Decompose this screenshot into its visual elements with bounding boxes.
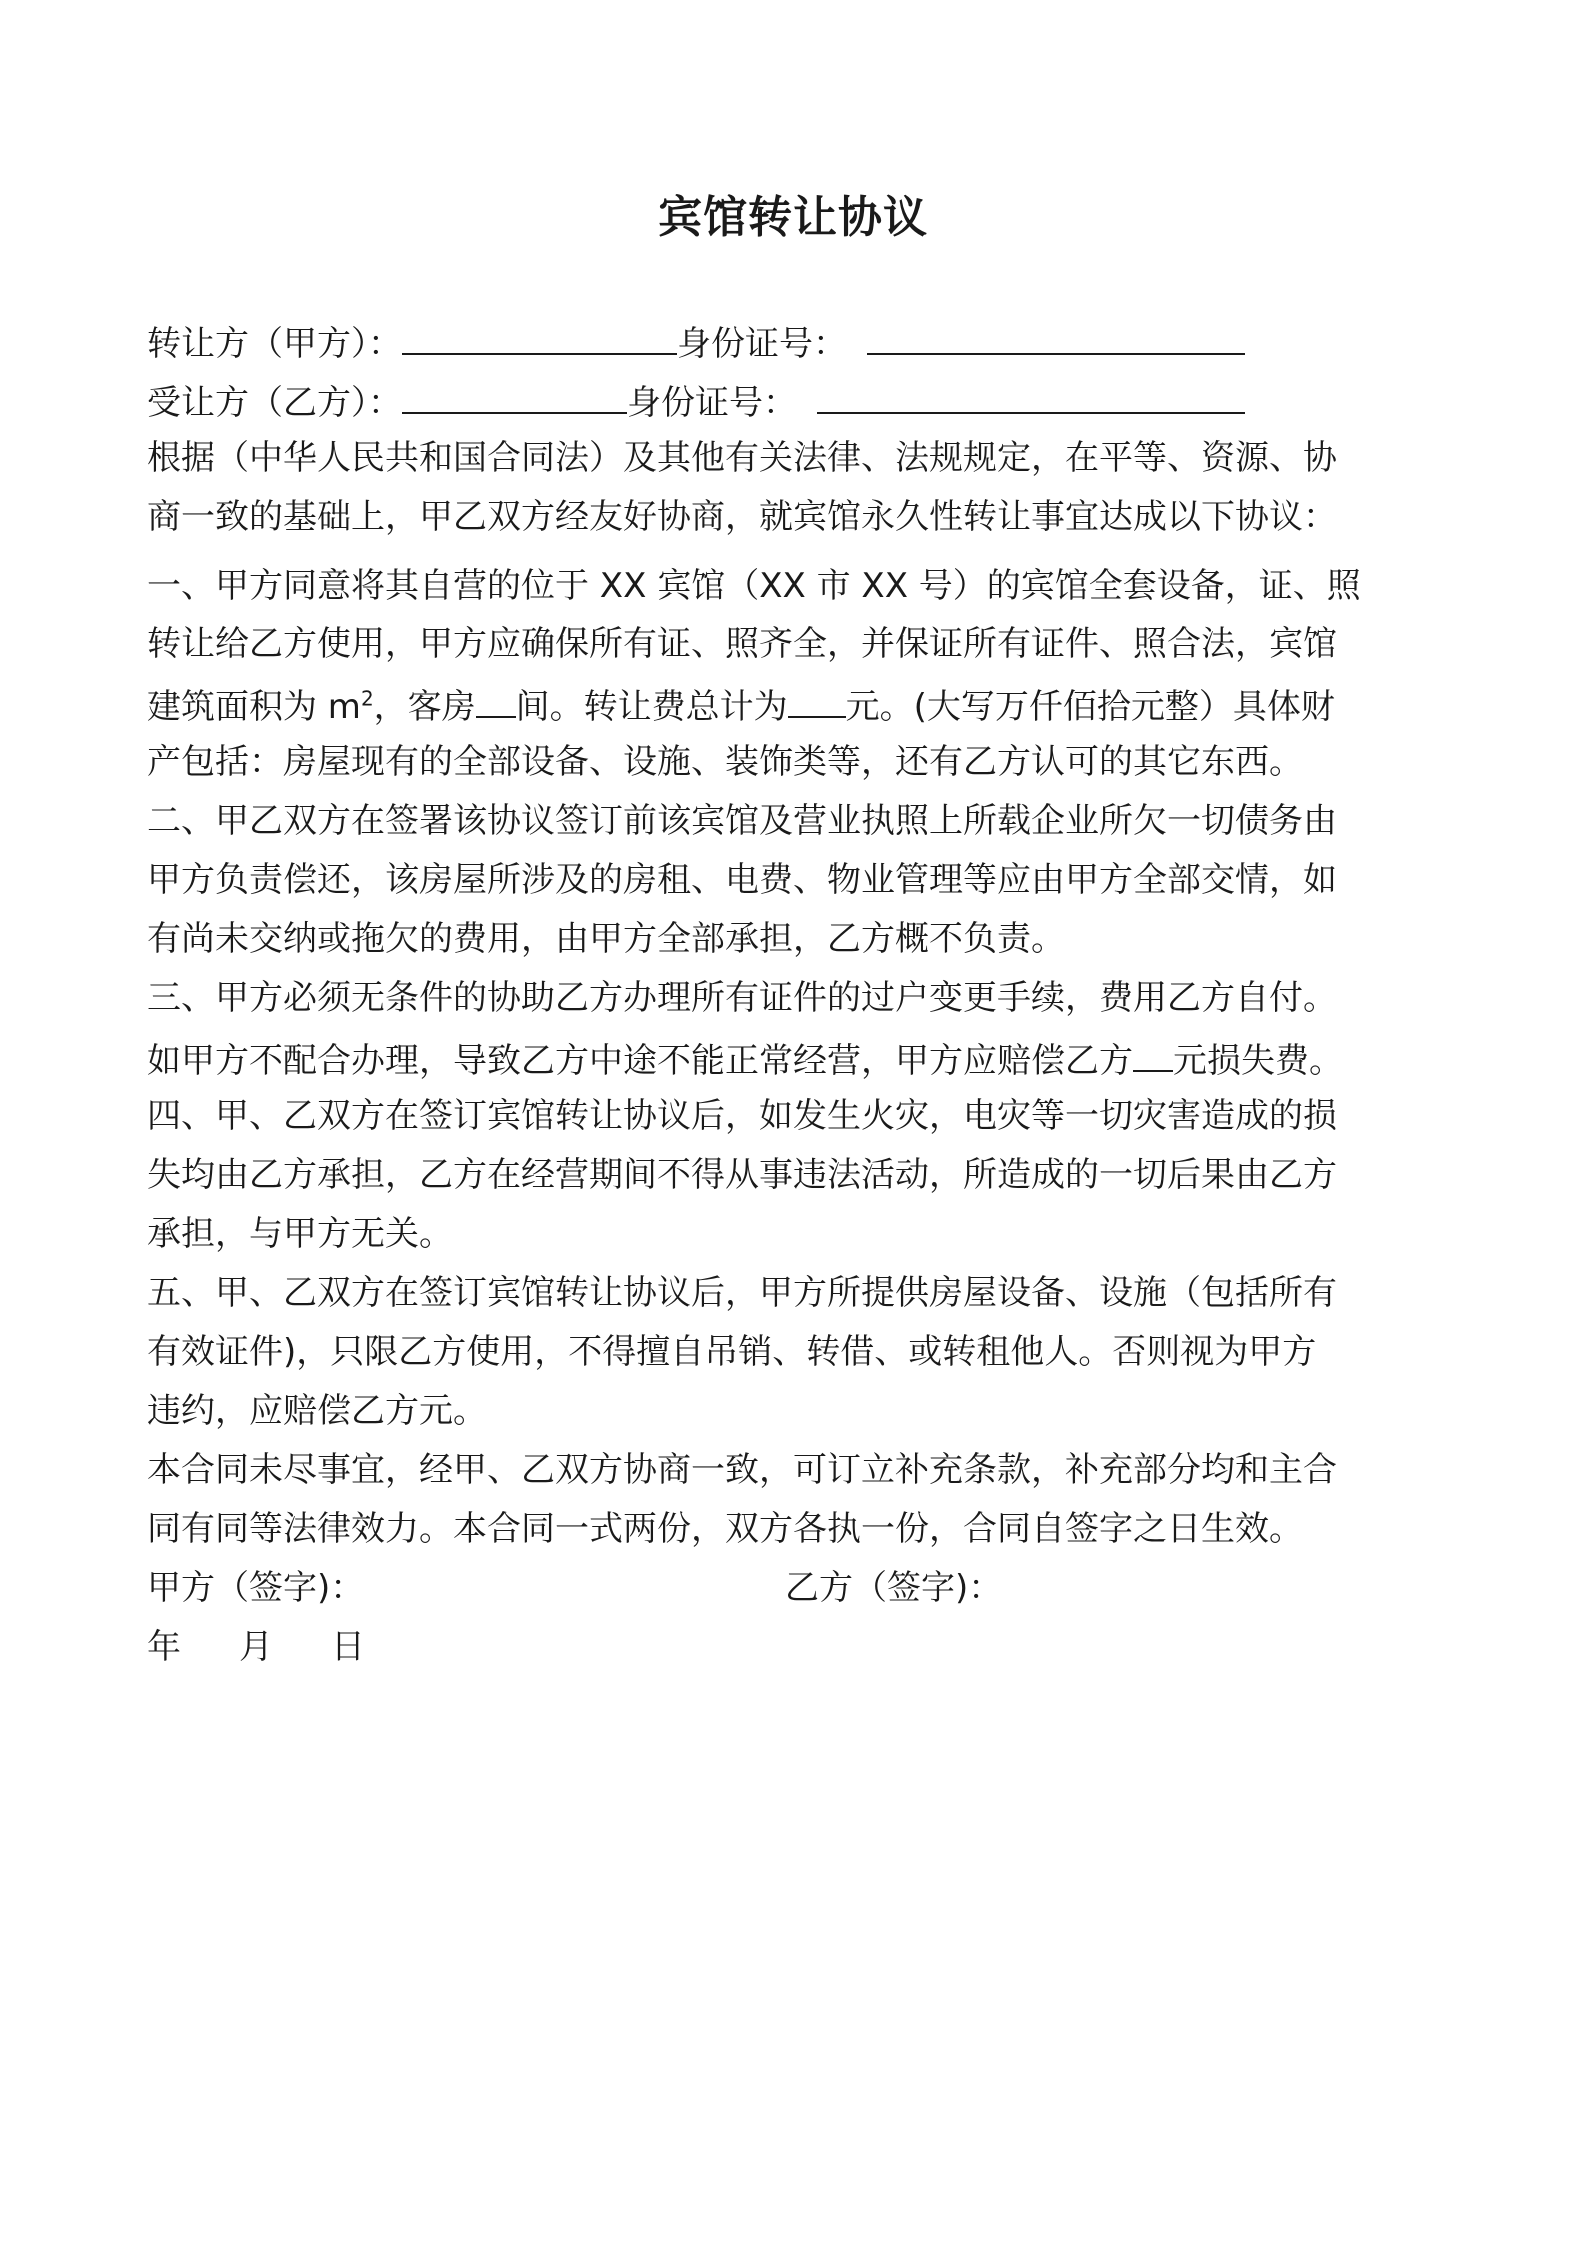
- id-label-1: 身份证号：: [677, 324, 847, 364]
- transferor-label: 转让方（甲方）：: [147, 324, 402, 364]
- clause-1-line-4: 产包括：房屋现有的全部设备、设施、装饰类等，还有乙方认可的其它东西。: [147, 742, 1303, 782]
- document-title: 宾馆转让协议: [658, 192, 928, 243]
- year-label: 年: [147, 1627, 181, 1667]
- clause-1-area-text: 建筑面积为 m: [147, 687, 361, 727]
- clause-1-line-1: 一、甲方同意将其自营的位于 XX 宾馆（XX 市 XX 号）的宾馆全套设备，证、照: [147, 566, 1361, 606]
- transferor-id-field[interactable]: [867, 315, 1245, 355]
- compensation-blank[interactable]: [1133, 1032, 1173, 1072]
- transferor-line: [147, 315, 1245, 365]
- ending-line-1: 本合同未尽事宜，经甲、乙双方协商一致，可订立补充条款，补充部分均和主合: [147, 1450, 1337, 1490]
- clause-5-line-1: 五、甲、乙双方在签订宾馆转让协议后，甲方所提供房屋设备、设施（包括所有: [147, 1273, 1337, 1313]
- clause-2-line-1: 二、甲乙双方在签署该协议签订前该宾馆及营业执照上所载企业所欠一切债务由: [147, 801, 1337, 841]
- month-label: 月: [239, 1627, 273, 1667]
- clause-2-line-2: 甲方负责偿还，该房屋所涉及的房租、电费、物业管理等应由甲方全部交情，如: [147, 860, 1337, 900]
- intro-line-1: 根据（中华人民共和国合同法）及其他有关法律、法规规定，在平等、资源、协: [147, 438, 1337, 478]
- party-a-signature-label: 甲方（签字)：: [147, 1568, 365, 1608]
- clause-1-rooms-text: ，客房: [373, 687, 476, 727]
- clause-3-line-2: [147, 1032, 1343, 1082]
- fee-blank[interactable]: [788, 678, 846, 718]
- clause-3-line-1: 三、甲方必须无条件的协助乙方办理所有证件的过户变更手续，费用乙方自付。: [147, 978, 1337, 1018]
- superscript-2: 2: [360, 686, 374, 711]
- party-b-signature-label: 乙方（签字)：: [785, 1568, 1003, 1608]
- clause-4-line-2: 失均由乙方承担，乙方在经营期间不得从事违法活动，所造成的一切后果由乙方: [147, 1155, 1337, 1195]
- rooms-blank[interactable]: [476, 678, 516, 718]
- id-label-2: 身份证号：: [627, 383, 797, 423]
- clause-5-line-3: 违约，应赔偿乙方元。: [147, 1391, 487, 1431]
- clause-5-line-2: 有效证件)，只限乙方使用，不得擅自吊销、转借、或转租他人。否则视为甲方: [147, 1332, 1317, 1372]
- date-line: [147, 1622, 365, 1672]
- clause-2-line-3: 有尚未交纳或拖欠的费用，由甲方全部承担，乙方概不负责。: [147, 919, 1065, 959]
- clause-1-line-2: 转让给乙方使用，甲方应确保所有证、照齐全，并保证所有证件、照合法，宾馆: [147, 624, 1337, 664]
- transferee-label: 受让方（乙方）：: [147, 383, 402, 423]
- transferee-id-field[interactable]: [817, 374, 1245, 414]
- transferee-name-field[interactable]: [402, 374, 627, 414]
- clause-1-fee-text: 间。转让费总计为: [515, 687, 788, 727]
- clause-1-line-3: [147, 678, 1335, 728]
- clause-4-line-3: 承担，与甲方无关。: [147, 1214, 453, 1254]
- clause-4-line-1: 四、甲、乙双方在签订宾馆转让协议后，如发生火灾，电灾等一切灾害造成的损: [147, 1096, 1337, 1136]
- clause-3-compensation-text: 如甲方不配合办理，导致乙方中途不能正常经营，甲方应赔偿乙方: [147, 1041, 1133, 1081]
- ending-line-2: 同有同等法律效力。本合同一式两份，双方各执一份，合同自签字之日生效。: [147, 1509, 1303, 1549]
- clause-1-fee-text-2: 元。(大写万仟佰拾元整）具体财: [845, 687, 1335, 727]
- transferor-name-field[interactable]: [402, 315, 677, 355]
- transferee-line: [147, 374, 1245, 424]
- intro-line-2: 商一致的基础上，甲乙双方经友好协商，就宾馆永久性转让事宜达成以下协议：: [147, 497, 1337, 537]
- clause-3-loss-fee-text: 元损失费。: [1173, 1041, 1343, 1081]
- day-label: 日: [331, 1627, 365, 1667]
